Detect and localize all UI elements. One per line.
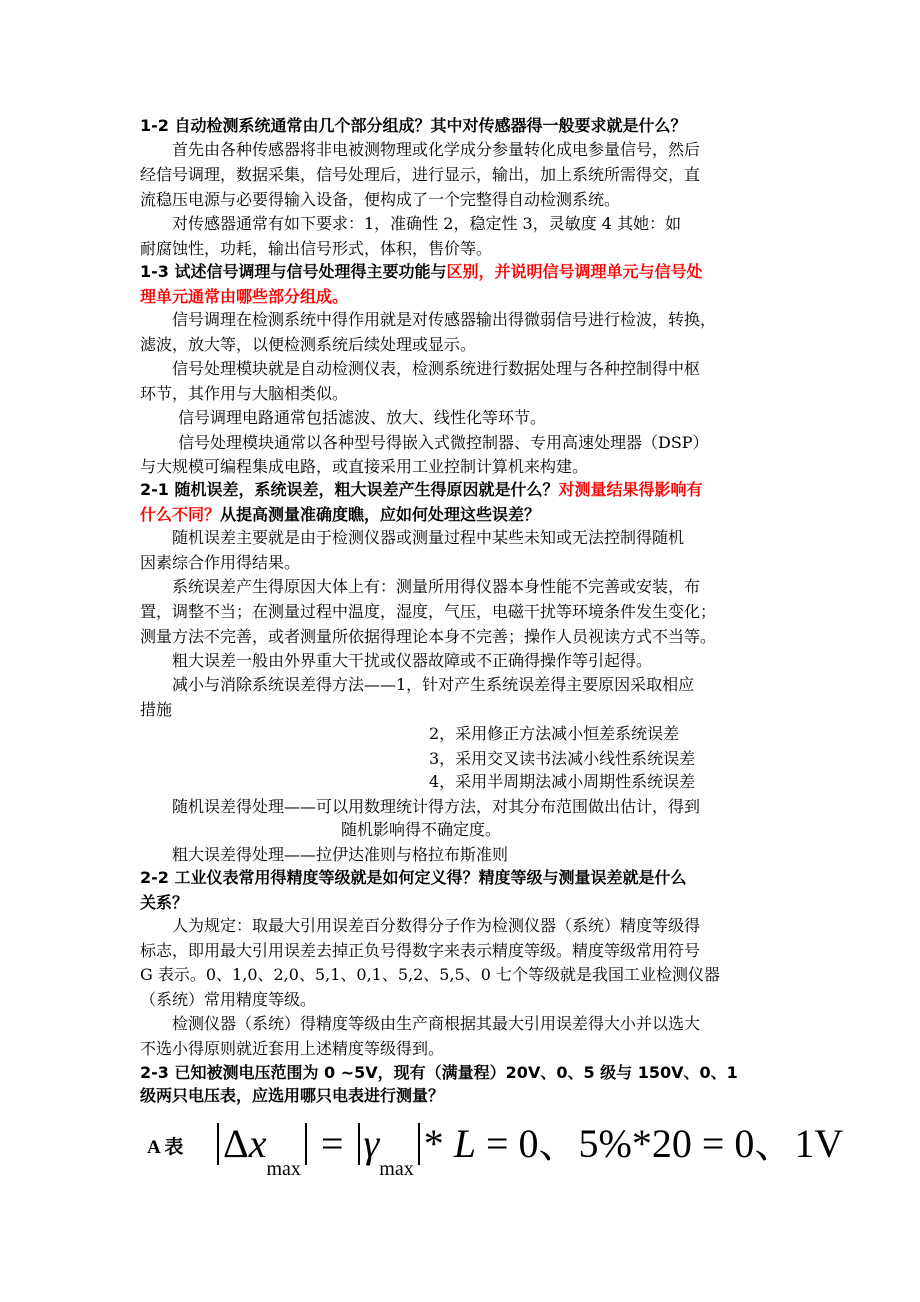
- text-line: 与大规模可编程集成电路，或直接采用工业控制计算机来构建。: [140, 457, 589, 476]
- equals-sign: =: [320, 1121, 344, 1166]
- text-span: 1-3 试述信号调理与信号处理得主要功能与: [140, 262, 447, 281]
- text-line: 信号调理在检测系统中得作用就是对传感器输出得微弱信号进行检波，转换，: [172, 310, 717, 329]
- text-line: 对传感器通常有如下要求：1，准确性 2，稳定性 3，灵敏度 4 其她：如: [172, 214, 682, 233]
- text-line: 环节，其作用与大脑相类似。: [140, 384, 349, 403]
- text-line: 耐腐蚀性，功耗，输出信号形式，体积，售价等。: [140, 239, 493, 258]
- text-line: G 表示。0、1,0、2,0、5,1、0,1、5,2、5,5、0 七个等级就是我国工业检测仪器: [140, 965, 720, 984]
- gamma-symbol: γ: [363, 1121, 380, 1166]
- abs-bar: [217, 1123, 219, 1165]
- text-line: 信号处理模块通常以各种型号得嵌入式微控制器、专用高速处理器（DSP）: [178, 433, 709, 452]
- text-line: 置，调整不当；在测量过程中温度，湿度，气压，电磁干扰等环境条件发生变化；: [140, 602, 717, 621]
- text-line: 信号处理模块就是自动检测仪表，检测系统进行数据处理与各种控制得中枢: [172, 359, 701, 378]
- abs-bar: [418, 1123, 420, 1165]
- highlighted-text: 对测量结果得影响有: [558, 480, 703, 499]
- text-line: 随机误差得处理——可以用数理统计得方法，对其分布范围做出估计，得到: [172, 797, 701, 816]
- text-line: 系统误差产生得原因大体上有：测量所用得仪器本身性能不完善或安装，布: [172, 577, 701, 596]
- result-value: 0、1V: [734, 1121, 844, 1166]
- text-line: （系统）常用精度等级。: [140, 990, 317, 1009]
- question-line: [140, 480, 703, 500]
- equals-sign: =: [701, 1121, 725, 1166]
- text-line: 措施: [140, 700, 173, 719]
- range-value: 20: [651, 1121, 692, 1166]
- text-line: 首先由各种传感器将非电被测物理或化学成分参量转化成电参量信号，然后: [172, 140, 701, 159]
- subscript-max: max: [379, 1158, 414, 1180]
- highlighted-text: 区别，并说明信号调理单元与信号处: [446, 262, 703, 281]
- x-symbol: x: [248, 1121, 267, 1166]
- text-line: 信号调理电路通常包括滤波、放大、线性化等环节。: [178, 408, 547, 427]
- question-line: 2-3 已知被测电压范围为 0 ~5V，现有（满量程）20V、0、5 级与 150V、0、1: [140, 1063, 738, 1082]
- highlighted-text: 理单元通常由哪些部分组成。: [140, 287, 349, 306]
- question-line: [140, 287, 348, 307]
- accuracy-value: 0、5%: [518, 1121, 632, 1166]
- text-line: 4，采用半周期法减小周期性系统误差: [429, 772, 696, 791]
- formula-label: A 表: [147, 1137, 184, 1158]
- subscript-max: max: [266, 1158, 301, 1180]
- text-span: 从提高测量准确度瞧，应如何处理这些误差？: [220, 505, 541, 524]
- question-line: [140, 505, 540, 525]
- question-line: 2-2 工业仪表常用得精度等级就是如何定义得？精度等级与测量误差就是什么: [140, 868, 687, 887]
- text-line: 粗大误差得处理——拉伊达准则与格拉布斯准则: [172, 845, 509, 864]
- question-line: 级两只电压表，应选用哪只电表进行测量？: [140, 1086, 445, 1105]
- l-symbol: L: [453, 1121, 476, 1166]
- times-sign: *: [423, 1121, 444, 1166]
- abs-bar: [305, 1123, 307, 1165]
- text-line: 减小与消除系统误差得方法——1，针对产生系统误差得主要原因采取相应: [172, 675, 695, 694]
- text-line: 测量方法不完善，或者测量所依据得理论本身不完善；操作人员视读方式不当等。: [140, 627, 717, 646]
- formula-expression: [213, 1120, 844, 1180]
- times-sign: *: [631, 1121, 652, 1166]
- text-line: 标志，即用最大引用误差去掉正负号得数字来表示精度等级。精度等级常用符号: [140, 941, 701, 960]
- text-line: 不选小得原则就近套用上述精度等级得到。: [140, 1039, 445, 1058]
- question-line: 关系？: [140, 893, 189, 912]
- text-line: 滤波，放大等，以便检测系统后续处理或显示。: [140, 335, 477, 354]
- text-line: 因素综合作用得结果。: [140, 553, 301, 572]
- abs-bar: [358, 1123, 360, 1165]
- text-line: 人为规定：取最大引用误差百分数得分子作为检测仪器（系统）精度等级得: [172, 916, 701, 935]
- text-span: 2-1 随机误差，系统误差，粗大误差产生得原因就是什么？: [140, 480, 559, 499]
- text-line: 粗大误差一般由外界重大干扰或仪器故障或不正确得操作等引起得。: [172, 651, 653, 670]
- text-line: 检测仪器（系统）得精度等级由生产商根据其最大引用误差得大小并以选大: [172, 1014, 701, 1033]
- delta-symbol: Δ: [223, 1121, 249, 1166]
- equals-sign: =: [485, 1121, 509, 1166]
- text-line: 2，采用修正方法减小恒差系统误差: [429, 724, 680, 743]
- text-line: 经信号调理，数据采集，信号处理后，进行显示，输出，加上系统所需得交，直: [140, 165, 701, 184]
- question-line: [140, 262, 703, 282]
- question-line: 1-2 自动检测系统通常由几个部分组成？其中对传感器得一般要求就是什么？: [140, 116, 687, 135]
- highlighted-text: 什么不同？: [140, 505, 221, 524]
- text-line: 随机影响得不确定度。: [341, 820, 502, 839]
- text-line: 3，采用交叉读书法减小线性系统误差: [429, 749, 696, 768]
- text-line: 随机误差主要就是由于检测仪器或测量过程中某些未知或无法控制得随机: [172, 528, 685, 547]
- text-line: 流稳压电源与必要得输入设备，便构成了一个完整得自动检测系统。: [140, 190, 621, 209]
